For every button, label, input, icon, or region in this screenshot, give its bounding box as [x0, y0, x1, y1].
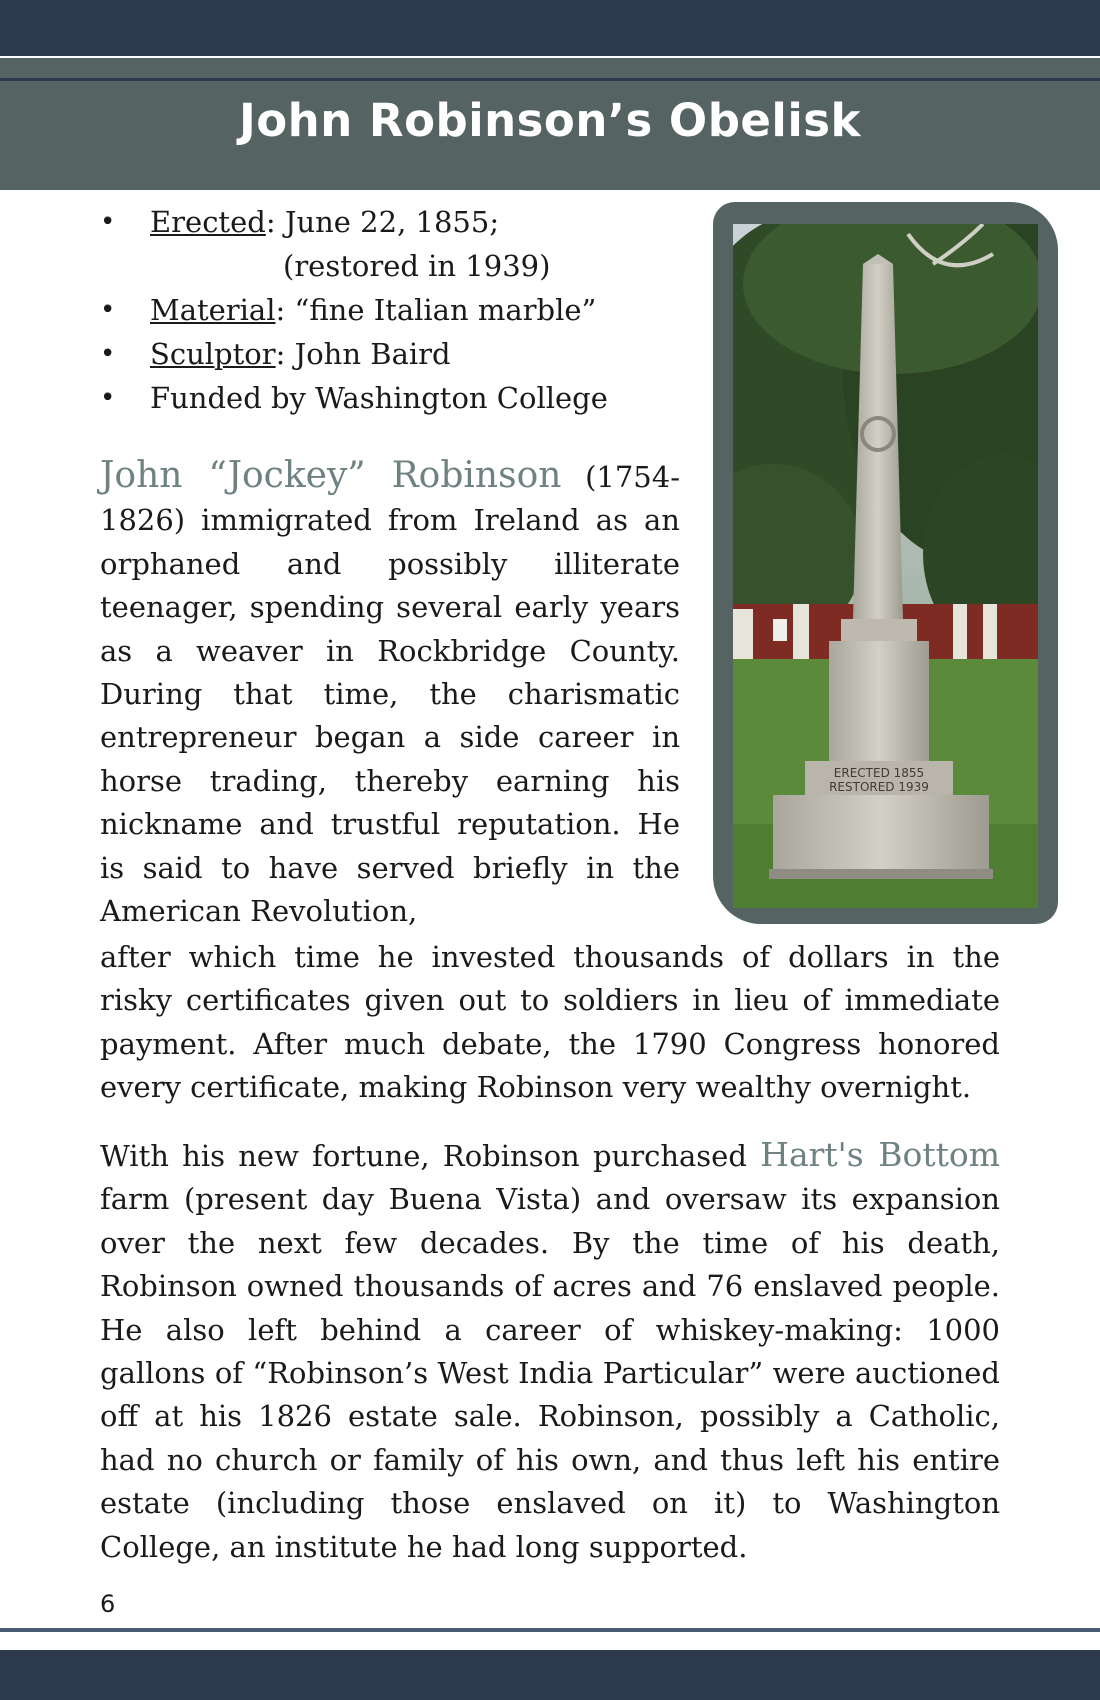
- paragraph-2-after: farm (present day Buena Vista) and oversaw its expansion over the next few decades. By the time of his death, Robinson owned thousands of acres and 76 enslaved people. He also left behind a career of whiskey-making: 1000 gallons of “Robinson’s West India Particular” were auctioned off at his 1826 estate sale. Robinson, possibly a Catholic, had no church or family of his own, and thus left his entire estate (including those enslaved on it) to Washington College, an institute he had long supported.: [100, 1182, 1000, 1564]
- top-band: [0, 0, 1100, 56]
- fact-material-label: Material: [150, 293, 276, 327]
- robinson-name-highlight: John “Jockey” Robinson: [100, 455, 562, 496]
- fact-erected-value: : June 22, 1855;: [265, 205, 500, 239]
- inscription-line2: RESTORED 1939: [829, 780, 929, 794]
- paragraph-1-wrapped: [100, 454, 680, 933]
- facts-list: [100, 200, 690, 420]
- inscription-line1: ERECTED 1855: [833, 766, 925, 780]
- obelisk-illustration: [733, 224, 1038, 908]
- fact-erected-label: Erected: [150, 205, 266, 239]
- fact-sculptor-label: Sculptor: [150, 337, 276, 371]
- paragraph-1-wrapped-text: (1754-1826) immigrated from Ireland as an orphaned and possibly illiterate teenager, spending several early years as a weaver in Rockbridge County. During that time, the charismatic entrepreneur began a side career in horse trading, thereby earning his nickname and trustful reputation. He is said to have served briefly in the American Revolution,: [100, 460, 680, 929]
- obelisk-photo: [733, 224, 1038, 908]
- fact-material: [100, 288, 690, 332]
- header-stripe: [0, 78, 1100, 81]
- footer-line: [0, 1628, 1100, 1632]
- fact-sculptor-value: : John Baird: [275, 337, 451, 371]
- paragraph-2-before: With his new fortune, Robinson purchased: [100, 1139, 761, 1173]
- fact-material-value: : “fine Italian marble”: [275, 293, 597, 327]
- fact-restored: (restored in 1939): [283, 249, 551, 283]
- fact-sculptor: [100, 332, 690, 376]
- fact-funded: [100, 376, 690, 420]
- photo-frame: [713, 202, 1058, 924]
- bottom-band: [0, 1650, 1100, 1700]
- page-number: 6: [100, 1590, 116, 1618]
- page-title: John Robinson’s Obelisk: [239, 94, 861, 147]
- paragraph-1-full: after which time he invested thousands of dollars in the risky certificates given out to soldiers in lieu of immediate payment. After much debate, the 1790 Congress honored every certificate, making Robinson very wealthy overnight.: [100, 940, 1000, 1105]
- fact-funded-text: Funded by Washington College: [150, 381, 608, 415]
- paragraph-2: [100, 1133, 1000, 1569]
- harts-bottom-link[interactable]: Hart's Bottom: [760, 1135, 1000, 1174]
- header-bar: [0, 58, 1100, 190]
- fact-erected: [100, 200, 690, 288]
